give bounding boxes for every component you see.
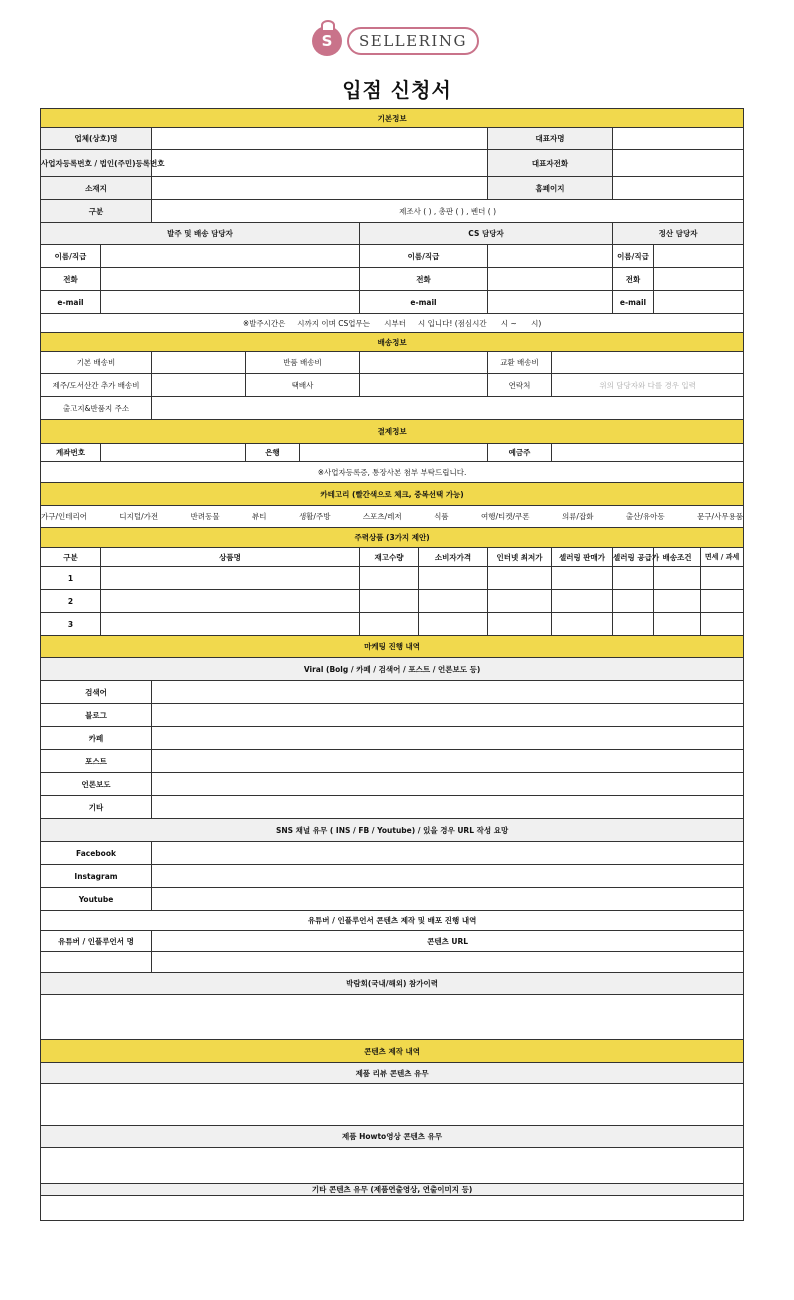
sell-price-field[interactable] [552,567,613,590]
order-phone-field[interactable] [101,268,360,291]
viral-label-other: 기타 [41,796,152,819]
label-holder: 예금주 [488,444,552,462]
category-item[interactable]: 반려동물 [190,512,220,521]
label-exchange-fee: 교환 배송비 [488,352,552,374]
category-item[interactable]: 식품 [434,512,449,521]
label-return-fee: 반품 배송비 [246,352,360,374]
post-field[interactable] [152,750,744,773]
youtube-field[interactable] [152,888,744,911]
order-name-label: 이름/직급 [41,245,101,268]
viral-subheader: Viral (Bolg / 카페 / 검색어 / 포스트 / 언론보도 등) [41,658,744,681]
category-item[interactable]: 출산/유아동 [625,512,665,521]
sellering-logo [312,24,479,58]
label-extra-fee: 제주/도서산간 추가 배송비 [41,374,152,397]
application-form [40,108,744,1221]
review-subheader: 제품 리뷰 콘텐츠 유무 [41,1063,744,1084]
viral-label-keyword: 검색어 [41,681,152,704]
cs-email-field[interactable] [488,291,613,314]
product-name-field[interactable] [101,567,360,590]
settle-phone-field[interactable] [654,268,744,291]
settle-email-field[interactable] [654,291,744,314]
company-field[interactable] [152,128,488,150]
lowest-price-field[interactable] [488,613,552,636]
section-payment: 결제정보 [41,420,744,444]
bank-field[interactable] [300,444,488,462]
label-base-fee: 기본 배송비 [41,352,152,374]
expo-field[interactable] [41,995,744,1040]
payment-note: ※사업자등록증, 통장사본 첨부 부탁드립니다. [41,462,744,483]
settle-name-label: 이름/직급 [613,245,654,268]
col-stock: 재고수량 [360,548,419,567]
cs-name-label: 이름/직급 [360,245,488,268]
sns-label-instagram: Instagram [41,865,152,888]
consumer-price-field[interactable] [419,590,488,613]
hours-note: ※발주시간은 시까지 이며 CS업무는 시부터 시 입니다! (점심시간 시 ~ 시) [41,314,744,333]
section-marketing: 마케팅 진행 내역 [41,636,744,658]
category-item[interactable]: 뷰티 [252,512,267,521]
cs-phone-label: 전화 [360,268,488,291]
stock-field[interactable] [360,590,419,613]
sell-price-field[interactable] [552,590,613,613]
order-phone-label: 전화 [41,268,101,291]
ceo-phone-field[interactable] [613,150,744,177]
settle-name-field[interactable] [654,245,744,268]
viral-label-press: 언론보도 [41,773,152,796]
press-field[interactable] [152,773,744,796]
account-field[interactable] [101,444,246,462]
lowest-price-field[interactable] [488,590,552,613]
ceo-field[interactable] [613,128,744,150]
supply-price-field[interactable] [613,613,654,636]
homepage-field[interactable] [613,177,744,200]
consumer-price-field[interactable] [419,613,488,636]
settle-email-label: e-mail [613,291,654,314]
cs-name-field[interactable] [488,245,613,268]
shipping-field[interactable] [654,567,701,590]
category-item[interactable]: 스포츠/레저 [362,512,402,521]
product-row-number: 2 [41,590,101,613]
order-email-field[interactable] [101,291,360,314]
sell-price-field[interactable] [552,613,613,636]
label-bank: 은행 [246,444,300,462]
regno-field[interactable] [152,150,488,177]
label-company: 업체(상호)명 [41,128,152,150]
product-name-field[interactable] [101,590,360,613]
cs-phone-field[interactable] [488,268,613,291]
stock-field[interactable] [360,567,419,590]
cs-email-label: e-mail [360,291,488,314]
content-url-field[interactable] [152,952,744,973]
label-content-url: 콘텐츠 URL [152,931,744,952]
other-content-field[interactable] [41,1196,744,1221]
label-ceo-phone: 대표자전화 [488,150,613,177]
keyword-field[interactable] [152,681,744,704]
type-field[interactable]: 제조사 ( ) , 총판 ( ) , 벤더 ( ) [152,200,744,223]
label-address: 소재지 [41,177,152,200]
label-type: 구분 [41,200,152,223]
consumer-price-field[interactable] [419,567,488,590]
label-regno: 사업자등록번호 / 법인(주민)등록번호 [41,150,152,177]
shipping-field[interactable] [654,590,701,613]
sns-label-facebook: Facebook [41,842,152,865]
ship-address-field[interactable] [152,397,744,420]
exchange-fee-field[interactable] [552,352,744,374]
expo-subheader: 박람회(국내/해외) 참가이력 [41,973,744,995]
header-cs-contact: CS 담당자 [360,223,613,245]
category-item[interactable]: 문구/사무용품 [697,512,744,521]
holder-field[interactable] [552,444,744,462]
facebook-field[interactable] [152,842,744,865]
section-basic: 기본정보 [41,109,744,128]
category-row [41,506,744,528]
tax-field[interactable] [701,567,744,590]
address-field[interactable] [152,177,488,200]
order-email-label: e-mail [41,291,101,314]
label-homepage: 홈페이지 [488,177,613,200]
category-item[interactable]: 디지털/가전 [119,512,159,521]
label-courier: 택배사 [246,374,360,397]
contact-field[interactable]: 위의 담당자와 다를 경우 입력 [552,374,744,397]
product-row-number: 1 [41,567,101,590]
col-consumer-price: 소비자가격 [419,548,488,567]
col-supply-price: 셀러링 공급가 [613,548,654,567]
col-type: 구분 [41,548,101,567]
supply-price-field[interactable] [613,590,654,613]
logo-wordmark: SELLERING [347,27,479,55]
col-tax: 면세 / 과세 [701,548,744,567]
tax-field[interactable] [701,613,744,636]
shipping-field[interactable] [654,613,701,636]
settle-phone-label: 전화 [613,268,654,291]
category-item[interactable]: 여행/티켓/쿠폰 [480,512,530,521]
label-ship-address: 출고지&반품지 주소 [41,397,152,420]
label-influencer-name: 유튜버 / 인플루언서 명 [41,931,152,952]
howto-subheader: 제품 Howto영상 콘텐츠 유무 [41,1126,744,1148]
return-fee-field[interactable] [360,352,488,374]
blog-field[interactable] [152,704,744,727]
category-item[interactable]: 의류/잡화 [561,512,594,521]
label-contact: 연락처 [488,374,552,397]
sns-label-youtube: Youtube [41,888,152,911]
header-settle-contact: 정산 담당자 [613,223,744,245]
howto-field[interactable] [41,1148,744,1184]
col-sell-price: 셀러링 판매가 [552,548,613,567]
extra-fee-field[interactable] [152,374,246,397]
category-item[interactable]: 생활/주방 [298,512,331,521]
col-product-name: 상품명 [101,548,360,567]
section-category: 카테고리 (빨간색으로 체크, 중복선택 가능) [41,483,744,506]
product-row-number: 3 [41,613,101,636]
product-name-field[interactable] [101,613,360,636]
col-lowest-price: 인터넷 최저가 [488,548,552,567]
sns-subheader: SNS 채널 유무 ( INS / FB / Youtube) / 있을 경우 URL 작성 요망 [41,819,744,842]
header-order-contact: 발주 및 배송 담당자 [41,223,360,245]
section-contents: 콘텐츠 제작 내역 [41,1040,744,1063]
other-field[interactable] [152,796,744,819]
ring-logo-icon: S [312,26,342,56]
label-account: 계좌번호 [41,444,101,462]
supply-price-field[interactable] [613,567,654,590]
viral-label-cafe: 카페 [41,727,152,750]
viral-label-blog: 블로그 [41,704,152,727]
label-ceo: 대표자명 [488,128,613,150]
lowest-price-field[interactable] [488,567,552,590]
viral-label-post: 포스트 [41,750,152,773]
other-content-subheader: 기타 콘텐츠 유무 (제품연출영상, 연출이미지 등) [41,1184,744,1196]
category-item[interactable]: 가구/인테리어 [41,512,87,521]
cafe-field[interactable] [152,727,744,750]
review-field[interactable] [41,1084,744,1126]
section-products: 주력상품 (3가지 제안) [41,528,744,548]
courier-field[interactable] [360,374,488,397]
base-fee-field[interactable] [152,352,246,374]
section-shipping: 배송정보 [41,333,744,352]
page-title: 입점 신청서 [342,78,452,102]
influencer-subheader: 유튜버 / 인플루언서 콘텐츠 제작 및 배포 진행 내역 [41,911,744,931]
order-name-field[interactable] [101,245,360,268]
stock-field[interactable] [360,613,419,636]
category-list [41,512,743,521]
influencer-name-field[interactable] [41,952,152,973]
col-shipping: 배송조건 [654,548,701,567]
tax-field[interactable] [701,590,744,613]
instagram-field[interactable] [152,865,744,888]
